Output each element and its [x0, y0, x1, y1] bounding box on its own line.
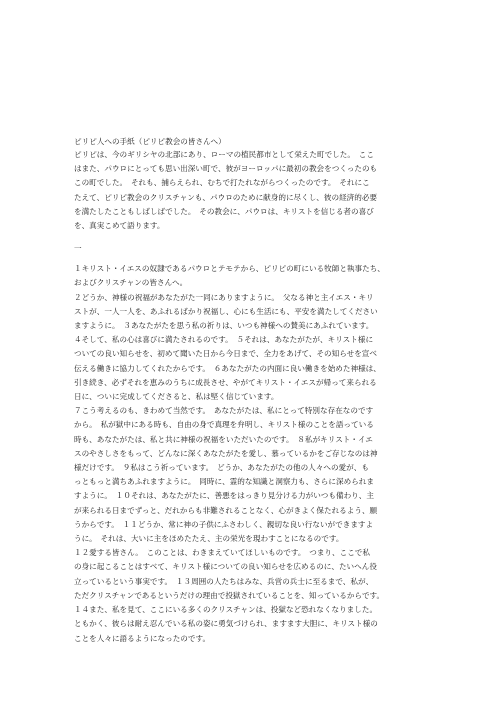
- text-line: が来られる日までずっと、だれからも非難されることなく、心がきよく保たれるよう、願: [74, 505, 378, 515]
- text-line: ことを人々に語るようになったのです。: [74, 633, 211, 643]
- text-line: を、真実こめて語ります。: [74, 221, 165, 231]
- text-line: の身に起こることはすべて、キリスト様についての良い知らせを広めるのに、たいへん役: [74, 562, 377, 572]
- text-line: 時も、あなたがたは、私と共に神様の祝福をいただいたのです。 ８私がキリスト・イエ: [74, 434, 373, 444]
- text-line: ４そして、私の心は喜びに満たされるのです。 ５それは、あなたがたが、キリスト様に: [74, 335, 374, 345]
- text-line: から。 私が獄中にある時も、自由の身で真理を弁明し、キリスト様のことを語っている: [74, 420, 374, 430]
- text-line: 伝える働きに協力してくれたからです。 ６あなたがたの内面に良い働きを始めた神様は、: [74, 363, 381, 373]
- text-line: およびクリスチャンの皆さんへ。: [74, 278, 188, 288]
- text-line: っともっと満ちあふれますように。 同時に、霊的な知識と洞察力も、さらに深められま: [74, 477, 374, 487]
- text-line: 様だけです。 ９私はこう祈っています。 どうか、あなたがたの他の人々への愛が、も: [74, 463, 369, 473]
- text-line: たえて、ピリピ教会のクリスチャンも、パウロのために献身的に尽くし、彼の経済的必要: [74, 192, 378, 202]
- text-line: ピリピは、今のギリシヤの北部にあり、ローマの植民都市として栄えた町でした。 ここ: [74, 150, 374, 159]
- text-line: ともかく、彼らは耐え忍んでいる私の姿に勇気づけられ、ますます大胆に、キリスト様の: [74, 619, 378, 629]
- document-title: ピリピ人への手紙（ピリピ教会の皆さんへ）: [74, 137, 226, 146]
- text-line: スのやさしさをもって、どんなに深くあなたがたを愛し、慕っているかをご存じなのは神: [74, 448, 378, 458]
- text-line: この町でした。 それも、捕らえられ、むちで打たれながらつくったのです。 それにこ: [74, 178, 370, 188]
- text-line: を満たしたこともしばしばでした。 その教会に、パウロは、キリストを信じる者の喜び: [74, 206, 374, 216]
- text-line: うからです。 １１どうか、常に神の子供にふさわしく、親切な良い行ないができますよ: [74, 519, 374, 529]
- text-line: ストが、一人一人を、あふれるばかり祝福し、心にも生活にも、平安を満たしてください: [74, 306, 378, 316]
- text-line: １４また、私を見て、ここにいる多くのクリスチャンは、投獄など恐れなくなりました。: [74, 605, 378, 615]
- text-line: はまた、パウロにとっても思い出深い町で、彼がヨーロッパに最初の教会をつくったのも: [74, 164, 378, 174]
- text-line: ついての良い知らせを、初めて聞いた日から今日まで、全力をあげて、その知らせを宣べ: [74, 349, 377, 359]
- text-line: 日に、ついに完成してくださると、私は堅く信じています。: [74, 392, 279, 402]
- text-line: １キリスト・イエスの奴隷であるパウロとテモテから、ピリピの町にいる牧師と執事たち、: [74, 264, 385, 274]
- text-line: ただクリスチャンであるというだけの理由で投獄されていることを、知っているからです。: [74, 590, 385, 600]
- text-line: １２愛する皆さん。 このことは、わきまえていてほしいものです。 つまり、ここで私: [74, 548, 370, 558]
- document-page: [74, 136, 424, 646]
- text-line: ７こう考えるのも、きわめて当然です。 あなたがたは、私にとって特別な存在なのです: [74, 406, 374, 416]
- letter-body: [74, 262, 424, 645]
- chapter-separator: 一: [74, 244, 82, 254]
- intro-paragraph: [74, 148, 424, 233]
- text-line: うに。 それは、大いに主をほめたたえ、主の栄光を現わすことになるのです。: [74, 534, 344, 544]
- text-line: 引き続き、必ずそれを恵みのうちに成長させ、やがてキリスト・イエスが帰って来られる: [74, 377, 377, 387]
- text-line: ２どうか、神様の祝福があなたがた一同にありますように。 父なる神と主イエス・キリ: [74, 292, 374, 302]
- text-line: ますように。 ３あなたがたを思う私の祈りは、いつも神様への賛美にあふれています。: [74, 321, 374, 331]
- text-line: 立っているという事実です。 １３周囲の人たちはみな、兵営の兵士に至るまで、私が、: [74, 576, 374, 586]
- text-line: すように。 １０それは、あなたがたに、善悪をはっきり見分ける力がいつも備わり、主: [74, 491, 374, 501]
